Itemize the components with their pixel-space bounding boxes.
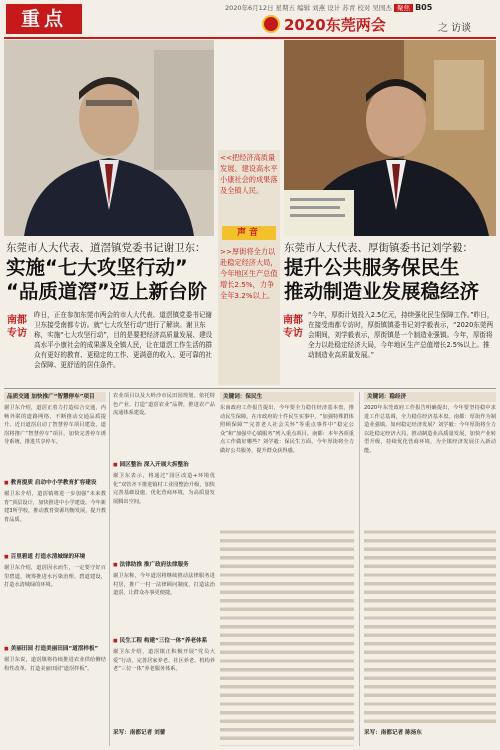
left-c1-sub4-text: 美丽田园 打造美丽田园“道滘样板” bbox=[10, 646, 99, 652]
right-c2-byline: 采写：南都记者 陈扬东 bbox=[364, 730, 422, 736]
left-c2-sub2: ◼ 法律助推 推广政府法律服务 bbox=[113, 562, 189, 568]
right-lede: “今年，厚街计划投入2.5亿元，持续强化民生保障工作。”昨日，在接受南都专访时，厚街镇镇委书记刘学毅表示，“2020东莞两会期间，刘学毅表示，厚街镇是一个制造业强镇。今年，厚街将全力以赴稳定经济大局，今年地区生产总值增长2.5%以上。推动制造业高质量发展。” bbox=[308, 311, 494, 359]
left-c2-sub2-text: 法律助推 推广政府法律服务 bbox=[119, 562, 189, 568]
right-headline-line1: 提升公共服务保民生 bbox=[284, 256, 460, 279]
page-badge: 聚焦 bbox=[394, 4, 413, 12]
top-quote: <<把经济高质量发展、建设高水平小康社会的成果落及全镇人民。 bbox=[220, 153, 278, 195]
right-c1-strip: 关键词：保民生 bbox=[220, 392, 354, 402]
left-headline-line2: “品质道滘”迈上新台阶 bbox=[6, 280, 208, 303]
emblem-icon bbox=[262, 15, 280, 33]
left-c1-strip: 品质交通 加快推广“智慧停车”项目 bbox=[4, 392, 106, 402]
page-number: B05 bbox=[415, 3, 433, 12]
left-c2-sub1: ◼ 园区整治 深入开展大拆整治 bbox=[113, 462, 189, 468]
left-c1-text3: 谢卫东介绍，道滘因水而生，一定要守好百里碧道，统筹推进水污染治理、碧道建设，打造水清城绿的环境。 bbox=[4, 565, 106, 589]
left-c1-text: 谢卫东介绍，道滘正着力打造综合交通，内畅外联的道路网络，不断推动交通品质提升。近日道滘启动了智慧停车项目建设，道滘将推广“智慧停车”项目，加快完善停车诱导系统，推进共享停车。 bbox=[4, 405, 106, 446]
left-lede: 昨日，正在参加东莞市两会的市人大代表、道滘镇党委书记谢卫东接受南都专访。就“七大攻坚行动”进行了解读。谢卫东称，实施“七大攻坚行动”，目的是要把经济高质量发展、建设高水平小康社会的成果落及全镇人民，让在道滘工作生活的群众有更好的教育、更稳定的工作、更满意的收入、更可靠的社会保障、更舒适的居住条件。 bbox=[34, 311, 213, 369]
left-c2-sub1-text: 园区整治 深入开展大拆整治 bbox=[119, 462, 189, 468]
right-c2-text: 2020年东莞政府工作报告明确提出，今年要坚持稳中求进工作总基调，全力稳住经济基本盘。南都：厚街作为制造业强镇，如何稳定经济发展？刘学毅：今年厚街将全力以赴稳定经济大局，推动制造业高质量发展，加快产业转型升级，持续优化营商环境，为全镇经济发展注入新动能。 bbox=[364, 405, 496, 454]
left-c1-sub4: ◼ 美丽田园 打造美丽田园“道滘样板” bbox=[4, 646, 99, 652]
right-c1-body-lines bbox=[220, 528, 354, 746]
left-c1-text2: 谢卫东介绍，道滘镇将进一步加强“未来教育”顶层设计，加快推进中小学建设。今年新建3所学校，推动教育资源均衡发展，提升教育品质。 bbox=[4, 491, 106, 523]
left-c1-sub3: ◼ 百里碧道 打造水清城绿的环境 bbox=[4, 554, 86, 560]
left-c2-text2: 谢卫东称，今年道滘将继续推动法律服务进村居，推广一村一法律顾问制度，打造法治道滘，让群众办事更便捷。 bbox=[113, 573, 215, 597]
page-meta bbox=[225, 3, 500, 12]
right-headline-line2: 推动制造业发展稳经济 bbox=[284, 280, 480, 303]
event-brand: 2020东莞两会 bbox=[284, 16, 386, 34]
left-kicker: 东莞市人大代表、道滘镇党委书记谢卫东： bbox=[6, 242, 206, 254]
left-col-separator bbox=[109, 392, 110, 746]
right-c2-strip: 关键词：稳经济 bbox=[364, 392, 496, 402]
left-c2-text3: 谢卫东介绍，道滘镇正积极开展“党员大爱”行动，完善居家养老、社区养老、机构养老“三位一体”养老服务体系。 bbox=[113, 649, 215, 673]
right-c2-body-lines bbox=[364, 528, 496, 724]
event-brand-tail: 之 访谈 bbox=[438, 23, 472, 34]
left-c1-text4: 谢卫东说，道滘镇将持续推进农业供给侧结构性改革，打造美丽田园“道滘样板”。 bbox=[4, 657, 106, 672]
left-portrait-photo bbox=[4, 40, 214, 236]
left-headline-line1: 实施“七大攻坚行动” bbox=[6, 256, 188, 279]
left-c2-text: 农业项目以及大岭沙市民田园规划。依托特色产业，打造“道滘农业”品牌，推进农产品流通体系建设。 bbox=[113, 393, 215, 417]
section-tag: 重点 bbox=[6, 4, 82, 34]
issue-info: 2020年6月12日 星期五 编辑 刘燕 设计 苏青 校对 吴国杰 bbox=[225, 4, 392, 12]
left-c2-sub3-text: 民生工程 构建“三位一体”养老体系 bbox=[119, 638, 208, 644]
voice-label: 声音 bbox=[222, 226, 276, 240]
right-c1-text: 东南政府工作报告提出，今年要全力稳住经济基本盘，推动民生保障。在市政府的十件民生实事中，“加强特殊群体照顾保障”“完善老人社会关怀”等重点事件中“稳定公众”和“加强中心镇服务”列入重点项目。南都：本年各项重点工作做好哪些？刘学毅：保民生方面，今年厚街将全力做好公共服务，提升群众获得感。 bbox=[220, 405, 354, 454]
left-c1-sub2: ◼ 教育提质 启动中小学教育扩容建设 bbox=[4, 480, 97, 486]
bottom-quote: >>厚街将全力以赴稳定经济大局，今年地区生产总值增长2.5%，力争全年3.2%以上。 bbox=[220, 247, 278, 300]
right-sidewrite: 南都 专访 bbox=[283, 315, 303, 339]
left-c1-sub3-text: 百里碧道 打造水清城绿的环境 bbox=[10, 554, 86, 560]
right-portrait-photo bbox=[284, 40, 496, 236]
left-c2-byline: 采写：南都记者 刘蕾 bbox=[113, 730, 166, 736]
left-c1-sub2-text: 教育提质 启动中小学教育扩容建设 bbox=[10, 480, 97, 486]
right-kicker: 东莞市人大代表、厚街镇委书记刘学毅： bbox=[284, 242, 473, 254]
right-col-separator bbox=[359, 392, 360, 746]
left-c2-sub3: ◼ 民生工程 构建“三位一体”养老体系 bbox=[113, 638, 208, 644]
left-sidewrite: 南都 专访 bbox=[7, 315, 27, 339]
left-c2-text1: 谢卫东表示，将通过“园区改造+环境优化”双管齐下推进镇村工业园整治升级，加快完善基础设施，优化营商环境，为高质量发展腾出空间。 bbox=[113, 473, 215, 505]
header-rule bbox=[4, 37, 496, 39]
body-divider bbox=[4, 388, 496, 389]
